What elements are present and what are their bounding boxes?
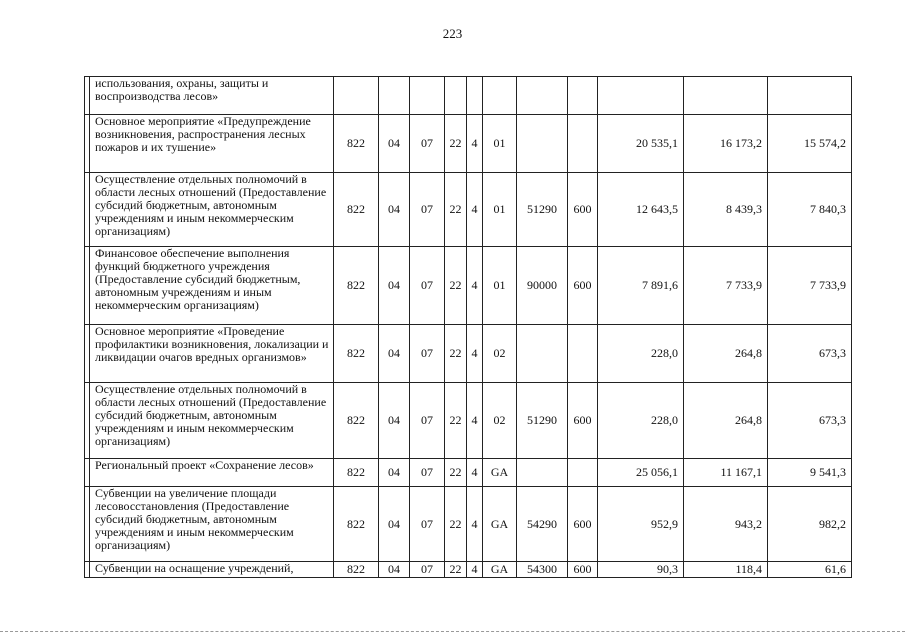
section-code-cell: 04	[379, 173, 410, 247]
expense-type-cell: 600	[568, 247, 598, 325]
expense-type-cell	[568, 77, 598, 115]
amount-year3-cell: 15 574,2	[768, 115, 852, 173]
section-code-cell	[379, 77, 410, 115]
subprogram-code-cell: 4	[467, 325, 483, 383]
amount-year1-cell	[598, 77, 684, 115]
program-code-cell: 22	[445, 562, 467, 578]
amount-year1-cell: 90,3	[598, 562, 684, 578]
direction-code-cell	[517, 115, 568, 173]
ministry-code-cell: 822	[334, 247, 379, 325]
direction-code-cell	[517, 77, 568, 115]
expense-type-cell: 600	[568, 173, 598, 247]
row-name-cell: Субвенции на увеличение площади лесовосстановления (Предоставление субсидий бюджетным, автономным учреждениям и иным некоммерческим организациям)	[90, 487, 334, 562]
ministry-code-cell: 822	[334, 173, 379, 247]
activity-code-cell: 01	[483, 173, 517, 247]
activity-code-cell	[483, 77, 517, 115]
amount-year2-cell: 11 167,1	[684, 459, 768, 487]
activity-code-cell: GA	[483, 487, 517, 562]
row-name-cell: Осуществление отдельных полномочий в области лесных отношений (Предоставление субсидий бюджетным, автономным учреждениям и иным некоммерческим организациям)	[90, 173, 334, 247]
table-row	[85, 325, 852, 383]
subsection-code-cell: 07	[410, 487, 445, 562]
subsection-code-cell: 07	[410, 459, 445, 487]
activity-code-cell: 02	[483, 383, 517, 459]
subprogram-code-cell: 4	[467, 383, 483, 459]
row-name-cell: Осуществление отдельных полномочий в области лесных отношений (Предоставление субсидий бюджетным, автономным учреждениям и иным некоммерческим организациям)	[90, 383, 334, 459]
direction-code-cell: 51290	[517, 383, 568, 459]
row-name-cell: использования, охраны, защиты и воспроизводства лесов»	[90, 77, 334, 115]
amount-year2-cell	[684, 77, 768, 115]
table-row	[85, 77, 852, 115]
row-name-cell: Субвенции на оснащение учреждений,	[90, 562, 334, 578]
section-code-cell: 04	[379, 115, 410, 173]
program-code-cell: 22	[445, 325, 467, 383]
subprogram-code-cell: 4	[467, 459, 483, 487]
table-row	[85, 459, 852, 487]
direction-code-cell: 51290	[517, 173, 568, 247]
amount-year3-cell: 9 541,3	[768, 459, 852, 487]
subsection-code-cell: 07	[410, 325, 445, 383]
subprogram-code-cell	[467, 77, 483, 115]
table-row	[85, 173, 852, 247]
subprogram-code-cell: 4	[467, 562, 483, 578]
section-code-cell: 04	[379, 325, 410, 383]
subprogram-code-cell: 4	[467, 487, 483, 562]
amount-year2-cell: 16 173,2	[684, 115, 768, 173]
amount-year3-cell: 673,3	[768, 325, 852, 383]
table-row	[85, 562, 852, 578]
amount-year1-cell: 12 643,5	[598, 173, 684, 247]
direction-code-cell: 90000	[517, 247, 568, 325]
amount-year2-cell: 8 439,3	[684, 173, 768, 247]
expense-type-cell: 600	[568, 562, 598, 578]
amount-year3-cell: 61,6	[768, 562, 852, 578]
section-code-cell: 04	[379, 247, 410, 325]
amount-year2-cell: 264,8	[684, 383, 768, 459]
subprogram-code-cell: 4	[467, 247, 483, 325]
amount-year2-cell: 943,2	[684, 487, 768, 562]
amount-year1-cell: 7 891,6	[598, 247, 684, 325]
subsection-code-cell: 07	[410, 247, 445, 325]
program-code-cell: 22	[445, 247, 467, 325]
row-name-cell: Основное мероприятие «Проведение профилактики возникновения, локализации и ликвидации очагов вредных организмов»	[90, 325, 334, 383]
expense-type-cell	[568, 459, 598, 487]
subprogram-code-cell: 4	[467, 173, 483, 247]
activity-code-cell: 01	[483, 247, 517, 325]
subsection-code-cell: 07	[410, 173, 445, 247]
program-code-cell: 22	[445, 383, 467, 459]
program-code-cell	[445, 77, 467, 115]
table-row	[85, 383, 852, 459]
ministry-code-cell: 822	[334, 562, 379, 578]
row-name-cell: Региональный проект «Сохранение лесов»	[90, 459, 334, 487]
ministry-code-cell: 822	[334, 115, 379, 173]
activity-code-cell: GA	[483, 562, 517, 578]
subprogram-code-cell: 4	[467, 115, 483, 173]
row-name-cell: Основное мероприятие «Предупреждение возникновения, распространения лесных пожаров и их тушение»	[90, 115, 334, 173]
expense-type-cell	[568, 115, 598, 173]
direction-code-cell	[517, 325, 568, 383]
section-code-cell: 04	[379, 383, 410, 459]
page-number: 223	[442, 26, 463, 41]
section-code-cell: 04	[379, 459, 410, 487]
expense-type-cell: 600	[568, 383, 598, 459]
activity-code-cell: 02	[483, 325, 517, 383]
subsection-code-cell: 07	[410, 562, 445, 578]
subsection-code-cell: 07	[410, 115, 445, 173]
ministry-code-cell: 822	[334, 383, 379, 459]
ministry-code-cell: 822	[334, 487, 379, 562]
amount-year3-cell: 982,2	[768, 487, 852, 562]
amount-year2-cell: 7 733,9	[684, 247, 768, 325]
expense-type-cell	[568, 325, 598, 383]
activity-code-cell: GA	[483, 459, 517, 487]
amount-year3-cell	[768, 77, 852, 115]
section-code-cell: 04	[379, 487, 410, 562]
expense-type-cell: 600	[568, 487, 598, 562]
program-code-cell: 22	[445, 115, 467, 173]
table-row	[85, 247, 852, 325]
row-name-cell: Финансовое обеспечение выполнения функций бюджетного учреждения (Предоставление субсидий бюджетным, автономным учреждениям и иным некоммерческим организациям)	[90, 247, 334, 325]
program-code-cell: 22	[445, 459, 467, 487]
amount-year1-cell: 228,0	[598, 383, 684, 459]
amount-year1-cell: 952,9	[598, 487, 684, 562]
table-row	[85, 487, 852, 562]
budget-table	[84, 76, 852, 578]
ministry-code-cell: 822	[334, 325, 379, 383]
program-code-cell: 22	[445, 173, 467, 247]
amount-year1-cell: 228,0	[598, 325, 684, 383]
ministry-code-cell: 822	[334, 459, 379, 487]
table-row	[85, 115, 852, 173]
program-code-cell: 22	[445, 487, 467, 562]
amount-year2-cell: 118,4	[684, 562, 768, 578]
table-body	[85, 77, 852, 578]
amount-year3-cell: 7 840,3	[768, 173, 852, 247]
direction-code-cell: 54290	[517, 487, 568, 562]
direction-code-cell: 54300	[517, 562, 568, 578]
amount-year1-cell: 25 056,1	[598, 459, 684, 487]
direction-code-cell	[517, 459, 568, 487]
subsection-code-cell: 07	[410, 383, 445, 459]
activity-code-cell: 01	[483, 115, 517, 173]
amount-year1-cell: 20 535,1	[598, 115, 684, 173]
ministry-code-cell	[334, 77, 379, 115]
section-code-cell: 04	[379, 562, 410, 578]
amount-year2-cell: 264,8	[684, 325, 768, 383]
scan-edge-line	[0, 631, 905, 632]
amount-year3-cell: 7 733,9	[768, 247, 852, 325]
amount-year3-cell: 673,3	[768, 383, 852, 459]
subsection-code-cell	[410, 77, 445, 115]
